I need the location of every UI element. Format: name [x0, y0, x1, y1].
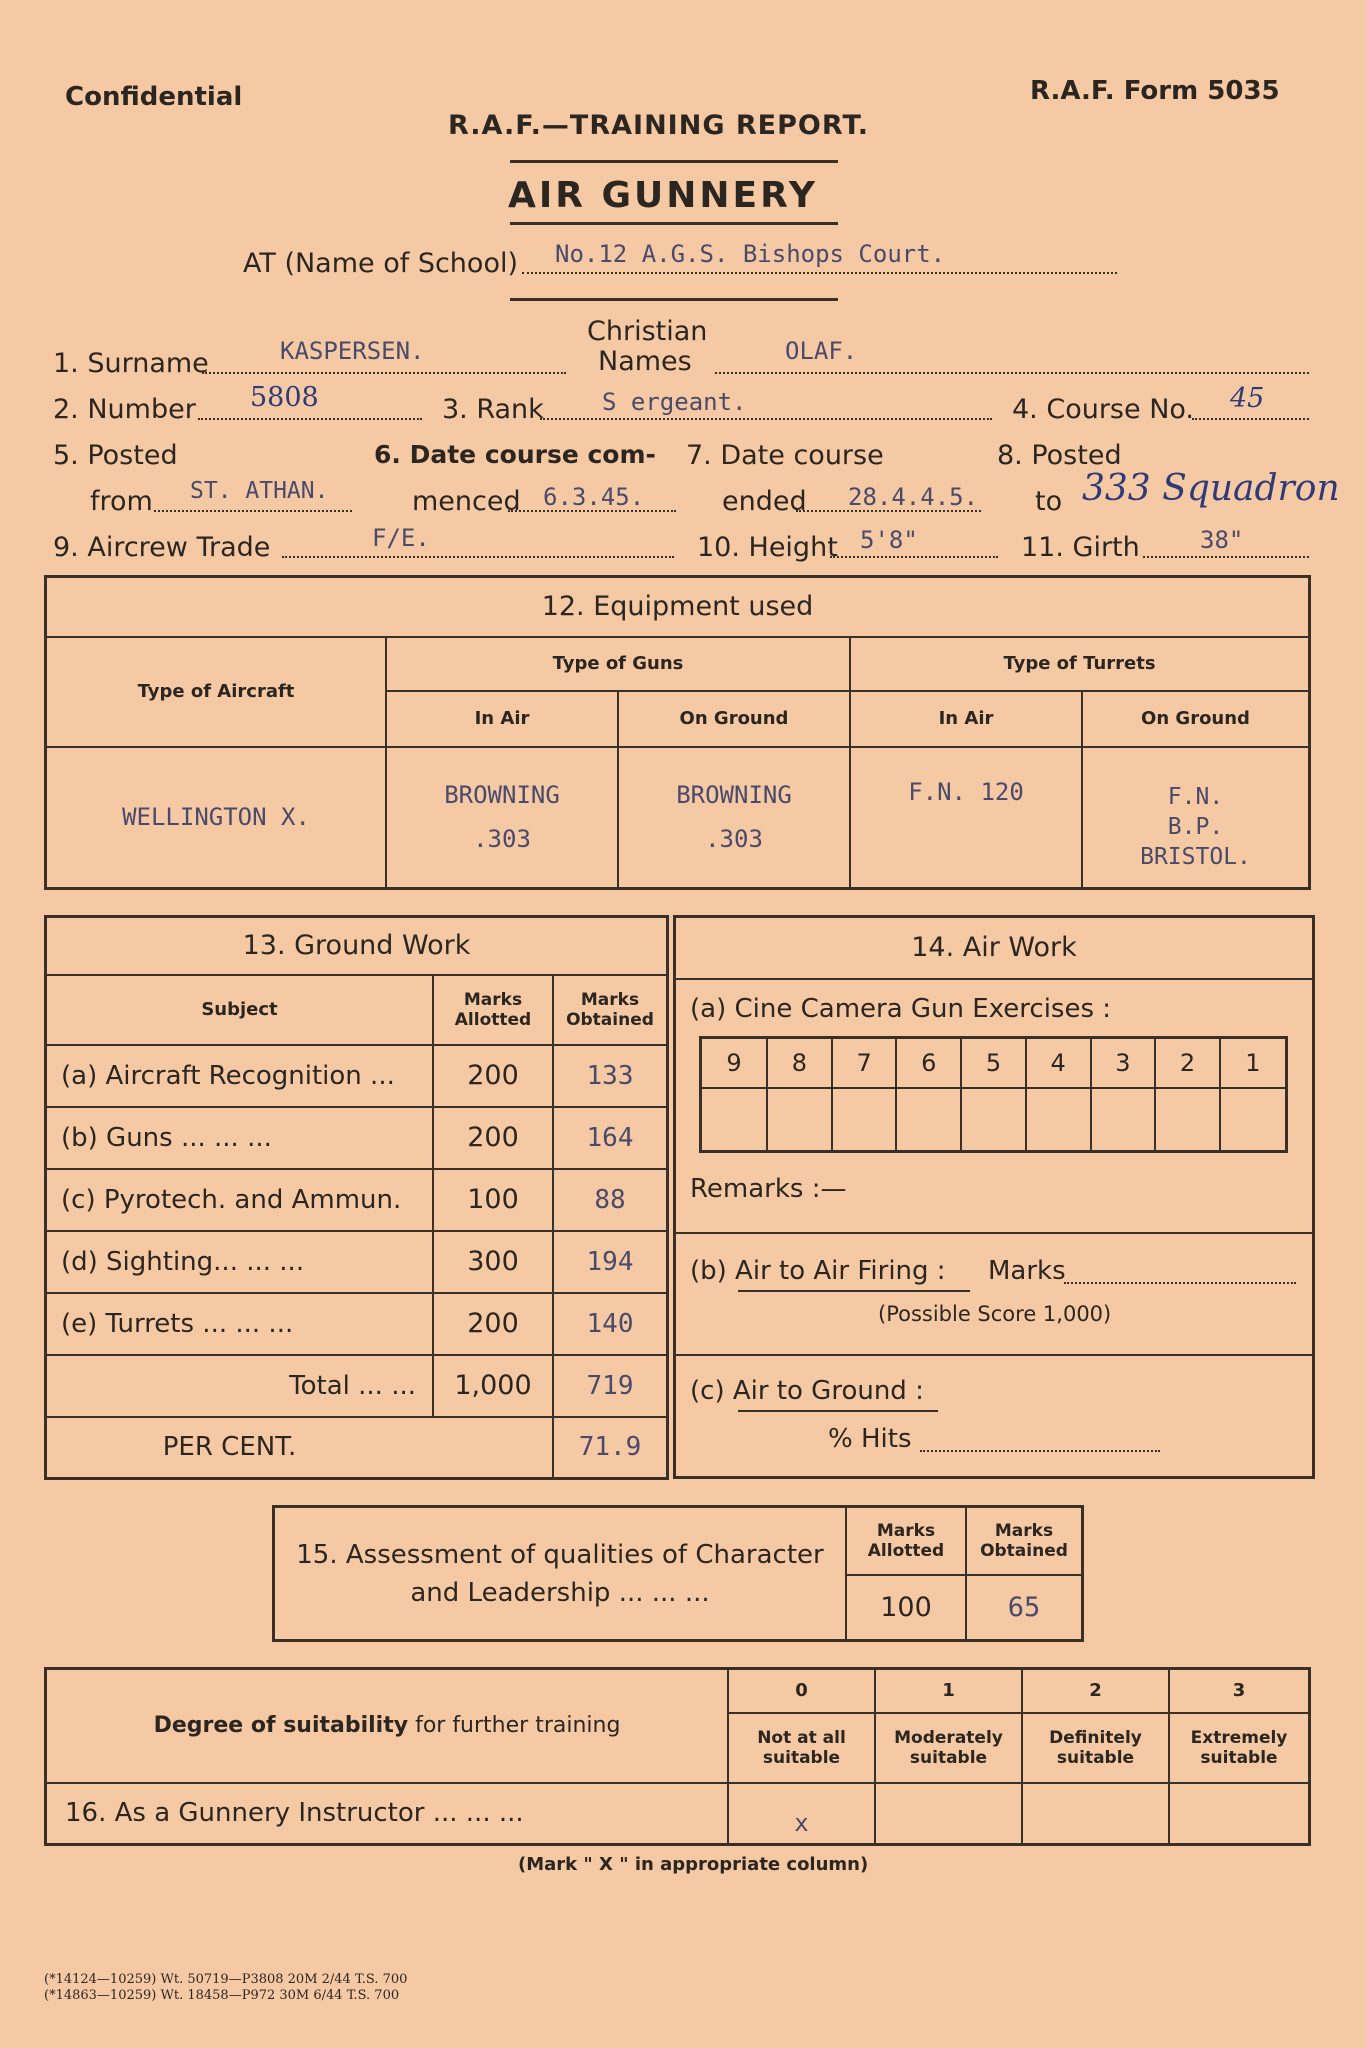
table-row	[46, 1045, 668, 1107]
to-label: to	[1035, 486, 1063, 517]
assessment-label-l1: 15. Assessment of qualities of Character	[296, 1539, 824, 1570]
suitability-head-0	[728, 1713, 875, 1783]
girth-label: 11. Girth	[1021, 532, 1140, 563]
suitability-col-2: 2	[1022, 1669, 1169, 1713]
number-value: 5808	[250, 382, 319, 413]
obtained-header-l2: Obtained	[566, 1009, 654, 1030]
turrets-on-ground-value	[1082, 747, 1310, 889]
turrets-in-air-header: In Air	[850, 691, 1082, 747]
assessment-allotted-value: 100	[846, 1575, 966, 1641]
hits-label: % Hits	[828, 1424, 912, 1454]
cine-cell	[961, 1088, 1026, 1152]
christian-line	[715, 372, 1309, 374]
posted-from-value: ST. ATHAN.	[190, 478, 329, 504]
percent-row	[46, 1417, 668, 1479]
guns-on-ground-line2: .303	[705, 825, 763, 854]
allotted-cell: 300	[433, 1231, 553, 1293]
obtained-cell: 88	[553, 1169, 668, 1231]
table-row	[46, 1231, 668, 1293]
course-line	[1192, 418, 1309, 420]
suit-0-l2: suitable	[762, 1747, 841, 1768]
percent-label: PER CENT.	[46, 1417, 554, 1479]
allotted-header-l2: Allotted	[454, 1009, 532, 1030]
school-label: AT (Name of School)	[243, 248, 518, 279]
school-rule	[510, 298, 838, 301]
guns-on-ground-value	[618, 747, 850, 889]
height-line	[830, 556, 998, 558]
percent-value: 71.9	[553, 1417, 668, 1479]
guns-on-ground-header: On Ground	[618, 691, 850, 747]
date-ended-label: 7. Date course	[686, 440, 884, 471]
allotted-cell: 100	[433, 1169, 553, 1231]
subject-cell: (a) Aircraft Recognition ...	[46, 1045, 434, 1107]
date-commenced-label: 6. Date course com-	[374, 440, 656, 469]
turrets-in-air-value: F.N. 120	[850, 747, 1082, 889]
rank-line	[540, 418, 992, 420]
course-label: 4. Course No.	[1012, 394, 1195, 425]
allotted-cell: 200	[433, 1107, 553, 1169]
guns-in-air-header: In Air	[386, 691, 618, 747]
allotted-header	[433, 975, 553, 1045]
assessment-label-l2: and Leadership ... ... ...	[410, 1577, 710, 1608]
air-work-rule-3	[676, 1354, 1312, 1356]
air-to-air-underline	[738, 1290, 970, 1292]
obtained-header	[553, 975, 668, 1045]
obtained-header-l1: Marks	[580, 989, 640, 1010]
title-rule-bottom	[510, 222, 838, 225]
subject-cell: (d) Sighting... ... ...	[46, 1231, 434, 1293]
cine-cell	[701, 1088, 768, 1152]
ended-label: ended	[722, 486, 807, 517]
cine-cell	[1026, 1088, 1091, 1152]
total-row	[46, 1355, 668, 1417]
suit-1-l1: Moderately	[894, 1727, 1003, 1748]
suitability-col-0: 0	[728, 1669, 875, 1713]
assessment-obtained-value: 65	[966, 1575, 1083, 1641]
cine-col-header: 2	[1155, 1038, 1220, 1088]
subject-cell: (b) Guns ... ... ...	[46, 1107, 434, 1169]
title-rule-top	[510, 160, 838, 163]
cine-cell	[1091, 1088, 1156, 1152]
suitability-head-2	[1022, 1713, 1169, 1783]
commenced-label: menced	[412, 486, 521, 517]
report-title: R.A.F.—TRAINING REPORT.	[448, 110, 870, 141]
total-label: Total ... ...	[46, 1355, 434, 1417]
turrets-header: Type of Turrets	[850, 637, 1310, 691]
cine-cell	[896, 1088, 961, 1152]
christian-label: Christian	[587, 316, 708, 347]
suit-1-l2: suitable	[909, 1747, 988, 1768]
obtained-cell: 164	[553, 1107, 668, 1169]
turrets-on-ground-header: On Ground	[1082, 691, 1310, 747]
suitability-col-1: 1	[875, 1669, 1022, 1713]
suit-2-l1: Definitely	[1049, 1727, 1142, 1748]
height-value: 5'8"	[860, 526, 918, 554]
assessment-label	[274, 1507, 847, 1641]
girth-line	[1143, 556, 1309, 558]
number-line	[198, 418, 422, 420]
cine-col-header: 6	[896, 1038, 961, 1088]
guns-in-air-line2: .303	[473, 825, 531, 854]
table-row	[46, 1107, 668, 1169]
obtained-cell: 194	[553, 1231, 668, 1293]
assessment-allotted-header	[846, 1507, 966, 1575]
school-dotted-line	[522, 272, 1117, 274]
school-value: No.12 A.G.S. Bishops Court.	[555, 240, 946, 268]
posted-to-label: 8. Posted	[997, 440, 1122, 471]
table-row	[46, 1169, 668, 1231]
names-label: Names	[598, 346, 692, 377]
allotted-header-l1: Marks	[463, 989, 523, 1010]
footer-line-1: (*14124—10259) Wt. 50719—P3808 20M 2/44 T.S. 700	[44, 1972, 408, 1987]
cine-col-header: 8	[767, 1038, 832, 1088]
footer-line-2: (*14863—10259) Wt. 18458—P972 30M 6/44 T.S. 700	[44, 1988, 400, 2003]
cine-cell	[767, 1088, 832, 1152]
surname-line	[202, 372, 566, 374]
guns-on-ground-line1: BROWNING	[676, 781, 792, 810]
cine-table	[699, 1036, 1288, 1153]
assessment-obtained-l2: Obtained	[980, 1540, 1068, 1561]
suitability-col-3: 3	[1169, 1669, 1310, 1713]
air-work-title: 14. Air Work	[911, 932, 1077, 963]
aircraft-header: Type of Aircraft	[46, 637, 387, 747]
guns-header: Type of Guns	[386, 637, 850, 691]
total-obtained: 719	[553, 1355, 668, 1417]
equipment-table	[44, 575, 1311, 890]
cine-col-header: 9	[701, 1038, 768, 1088]
ground-work-table	[44, 915, 669, 1480]
aircraft-value: WELLINGTON X.	[46, 747, 387, 889]
assessment-allotted-l2: Allotted	[867, 1540, 945, 1561]
rank-label: 3. Rank	[442, 394, 544, 425]
height-label: 10. Height	[697, 532, 838, 563]
surname-value: KASPERSEN.	[280, 337, 425, 365]
suitability-head-3	[1169, 1713, 1310, 1783]
suit-2-l2: suitable	[1056, 1747, 1135, 1768]
cine-col-header: 5	[961, 1038, 1026, 1088]
ground-work-title: 13. Ground Work	[46, 917, 668, 975]
air-work-rule-1	[676, 978, 1312, 980]
mark-note: (Mark " X " in appropriate column)	[518, 1854, 869, 1875]
remarks-label: Remarks :—	[690, 1174, 847, 1204]
assessment-obtained-header	[966, 1507, 1083, 1575]
christian-value: OLAF.	[785, 337, 858, 365]
suit-3-l1: Extremely	[1190, 1727, 1288, 1748]
subject-header: Subject	[46, 975, 434, 1045]
instructor-row-label: 16. As a Gunnery Instructor ... ... ...	[46, 1783, 729, 1845]
air-to-ground-underline	[738, 1410, 938, 1412]
instructor-mark: x	[728, 1783, 875, 1845]
date-commenced-value: 6.3.45.	[543, 483, 645, 511]
suitability-label-rest: for further training	[408, 1713, 621, 1739]
cine-cell	[1155, 1088, 1220, 1152]
subject-cell: (c) Pyrotech. and Ammun.	[46, 1169, 434, 1231]
equipment-title: 12. Equipment used	[46, 577, 1310, 637]
rank-value: S ergeant.	[602, 388, 747, 416]
turrets-ground-line2: B.P.	[1167, 814, 1224, 841]
suitability-head-1	[875, 1713, 1022, 1783]
trade-label: 9. Aircrew Trade	[53, 532, 271, 563]
air-to-ground-label: (c) Air to Ground :	[690, 1376, 924, 1406]
assessment-table	[272, 1505, 1084, 1642]
instructor-cell-1	[875, 1783, 1022, 1845]
obtained-cell: 133	[553, 1045, 668, 1107]
guns-in-air-line1: BROWNING	[444, 781, 560, 810]
allotted-cell: 200	[433, 1045, 553, 1107]
marks-label: Marks	[988, 1256, 1066, 1286]
posted-label: 5. Posted	[53, 440, 178, 471]
cine-col-header: 7	[832, 1038, 897, 1088]
girth-value: 38"	[1200, 526, 1244, 554]
total-allotted: 1,000	[433, 1355, 553, 1417]
cine-col-header: 4	[1026, 1038, 1091, 1088]
suitability-table	[44, 1667, 1311, 1846]
instructor-cell-3	[1169, 1783, 1310, 1845]
posted-from-label: from	[90, 486, 153, 517]
assessment-allotted-l1: Marks	[876, 1520, 936, 1541]
suitability-label	[46, 1669, 729, 1783]
date-ended-value: 28.4.4.5.	[848, 483, 979, 511]
trade-line	[282, 556, 674, 558]
marks-line	[1064, 1282, 1296, 1284]
instructor-cell-2	[1022, 1783, 1169, 1845]
suit-0-l1: Not at all	[757, 1727, 846, 1748]
cine-col-header: 3	[1091, 1038, 1156, 1088]
possible-score: (Possible Score 1,000)	[878, 1302, 1112, 1326]
posted-from-line	[154, 510, 352, 512]
course-value: 45	[1230, 383, 1265, 414]
suitability-label-bold: Degree of suitability	[153, 1713, 409, 1739]
confidential-label: Confidential	[65, 82, 243, 112]
turrets-ground-line3: BRISTOL.	[1140, 844, 1251, 871]
suit-3-l2: suitable	[1200, 1747, 1278, 1768]
turrets-ground-line1: F.N.	[1167, 784, 1224, 811]
air-work-rule-2	[676, 1232, 1312, 1234]
cine-col-header: 1	[1220, 1038, 1287, 1088]
number-label: 2. Number	[53, 394, 196, 425]
subject-cell: (e) Turrets ... ... ...	[46, 1293, 434, 1355]
cine-label: (a) Cine Camera Gun Exercises :	[690, 994, 1112, 1024]
cine-cell	[1220, 1088, 1287, 1152]
obtained-cell: 140	[553, 1293, 668, 1355]
guns-in-air-value	[386, 747, 618, 889]
table-row	[46, 1293, 668, 1355]
trade-value: F/E.	[372, 524, 430, 552]
air-work-box	[673, 915, 1315, 1479]
section-title: AIR GUNNERY	[508, 175, 818, 216]
posted-to-value: 333 Squadron	[1082, 468, 1340, 509]
allotted-cell: 200	[433, 1293, 553, 1355]
hits-line	[920, 1450, 1160, 1452]
assessment-obtained-l1: Marks	[994, 1520, 1054, 1541]
air-to-air-label: (b) Air to Air Firing :	[690, 1256, 946, 1286]
surname-label: 1. Surname	[53, 348, 209, 379]
cine-cell	[832, 1088, 897, 1152]
form-number: R.A.F. Form 5035	[1030, 76, 1280, 106]
